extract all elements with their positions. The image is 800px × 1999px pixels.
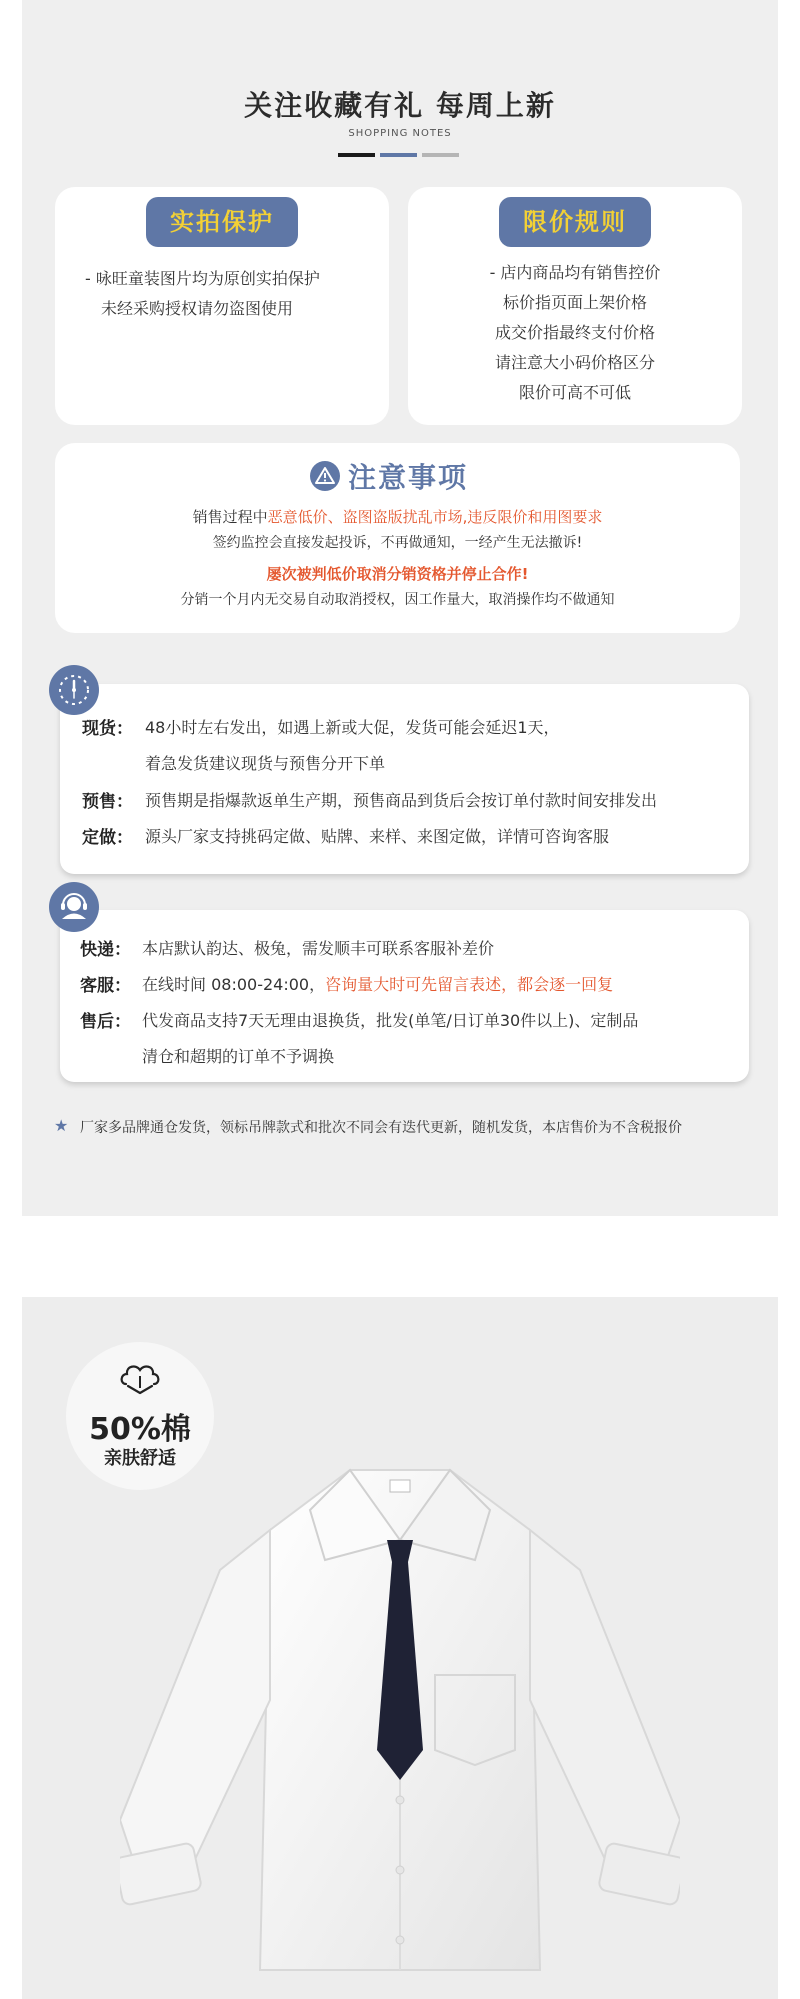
shipping-stock-note: 着急发货建议现货与预售分开下单 xyxy=(145,754,386,773)
price-rules-line-2: 标价指页面上架价格 xyxy=(502,293,647,312)
page-subtitle: SHOPPING NOTES xyxy=(348,128,452,139)
notice-title: 注意事项 xyxy=(348,461,469,494)
shipping-presale-label: 预售： xyxy=(82,792,133,812)
divider-bar-black xyxy=(338,153,375,157)
notice-line-2: 签约监控会直接发起投诉，不再做通知，一经产生无法撤诉! xyxy=(212,535,583,551)
warning-icon xyxy=(310,461,340,491)
divider-bar-gray xyxy=(422,153,459,157)
cotton-icon xyxy=(116,1362,164,1396)
photo-protection-line-2: 未经采购授权请勿盗图使用 xyxy=(101,299,294,318)
price-rules-line-4: 请注意大小码价格区分 xyxy=(494,353,655,372)
service-support-note: 咨询量大时可先留言表述，都会逐一回复 xyxy=(325,975,614,994)
service-support-label: 客服： xyxy=(80,976,131,996)
service-support-text xyxy=(142,972,613,995)
service-card xyxy=(60,910,749,1082)
notice-line-3: 屡次被判低价取消分销资格并停止合作! xyxy=(266,565,529,583)
notice-line-1-warning: 恶意低价、盗图盗版扰乱市场,违反限价和用图要求 xyxy=(267,508,603,526)
divider-bar-blue xyxy=(380,153,417,157)
clock-icon xyxy=(49,665,99,715)
cotton-badge-title: 50%棉 xyxy=(89,1412,191,1447)
shipping-stock-text: 48小时左右发出，如遇上新或大促，发货可能会延迟1天， xyxy=(145,718,560,737)
notice-line-1-prefix: 销售过程中 xyxy=(192,508,268,526)
price-rules-line-1: - 店内商品均有销售控价 xyxy=(489,263,661,282)
shirt-image xyxy=(120,1450,680,1990)
notice-line-1 xyxy=(55,506,740,527)
service-support-hours: 在线时间 08:00-24:00， xyxy=(142,975,326,994)
cotton-badge-subtitle: 亲肤舒适 xyxy=(104,1448,176,1469)
shipping-custom-text: 源头厂家支持挑码定做、贴牌、来样、来图定做，详情可咨询客服 xyxy=(145,827,610,846)
star-icon: ★ xyxy=(54,1116,69,1135)
footnote: 厂家多品牌通仓发货，领标吊牌款式和批次不同会有迭代更新，随机发货，本店售价为不含税报价 xyxy=(80,1120,682,1136)
price-rules-line-5: 限价可高不可低 xyxy=(518,383,631,402)
shipping-presale-text: 预售期是指爆款返单生产期，预售商品到货后会按订单付款时间安排发出 xyxy=(145,791,658,810)
service-aftersale-text-2: 清仓和超期的订单不予调换 xyxy=(142,1047,335,1066)
photo-protection-line-1: - 咏旺童装图片均为原创实拍保护 xyxy=(85,269,320,288)
service-aftersale-text: 代发商品支持7天无理由退换货，批发(单笔/日订单30件以上)、定制品 xyxy=(142,1011,639,1030)
notice-line-4: 分销一个月内无交易自动取消授权，因工作量大，取消操作均不做通知 xyxy=(180,592,615,608)
shipping-stock-label: 现货： xyxy=(82,719,133,739)
photo-protection-badge: 实拍保护 xyxy=(146,197,298,247)
service-express-label: 快递： xyxy=(80,940,131,960)
notice-card xyxy=(55,443,740,633)
shipping-card xyxy=(60,684,749,874)
service-aftersale-label: 售后： xyxy=(80,1012,131,1032)
photo-protection-card xyxy=(55,187,389,425)
price-rules-line-3: 成交价指最终支付价格 xyxy=(494,323,655,342)
page-title: 关注收藏有礼 每周上新 xyxy=(244,89,556,122)
service-express-text: 本店默认韵达、极兔，需发顺丰可联系客服补差价 xyxy=(142,939,495,958)
customer-service-icon xyxy=(49,882,99,932)
shipping-custom-label: 定做： xyxy=(82,828,133,848)
price-rules-card xyxy=(408,187,742,425)
price-rules-badge: 限价规则 xyxy=(499,197,651,247)
